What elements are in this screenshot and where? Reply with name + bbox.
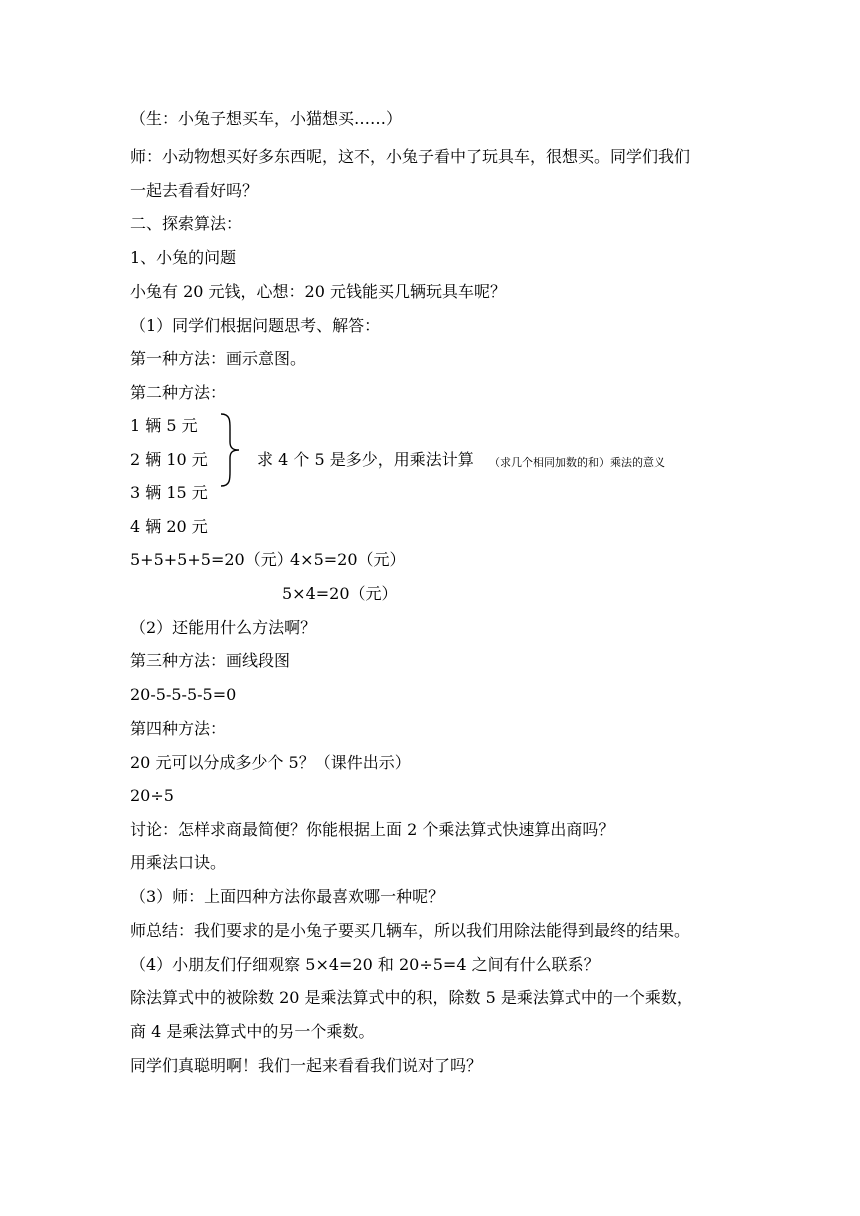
text-line: 第一种方法：画示意图。 (130, 349, 307, 368)
text-line: （生：小兔子想买车，小猫想买……） (130, 109, 403, 128)
text-line: 第三种方法：画线段图 (130, 651, 291, 670)
brace-explanation: 求 4 个 5 是多少，用乘法计算 (257, 450, 474, 469)
price-line: 3 辆 15 元 (130, 483, 208, 502)
text-line: 第二种方法： (130, 383, 227, 402)
brace-note: （求几个相同加数的和）乘法的意义 (489, 456, 665, 469)
text-line: 小兔有 20 元钱，心想：20 元钱能买几辆玩具车呢？ (130, 282, 506, 301)
price-line: 2 辆 10 元 (130, 450, 208, 469)
text-line: （2）还能用什么方法啊？ (130, 618, 317, 637)
price-line: 1 辆 5 元 (130, 416, 198, 435)
text-line: 20 元可以分成多少个 5？（课件出示） (130, 753, 411, 772)
equation: 20-5-5-5-5=0 (130, 685, 237, 704)
text-line: 一起去看看好吗？ (130, 181, 259, 200)
text-line: （3）师：上面四种方法你最喜欢哪一种呢？ (130, 887, 445, 906)
text-line: 商 4 是乘法算式中的另一个乘数。 (130, 1022, 375, 1041)
equation: 5+5+5+5=20（元） (130, 550, 293, 569)
text-line: 同学们真聪明啊！我们一起来看看我们说对了吗？ (130, 1056, 483, 1075)
text-line: 除法算式中的被除数 20 是乘法算式中的积，除数 5 是乘法算式中的一个乘数， (130, 988, 693, 1007)
section-heading: 二、探索算法： (130, 214, 243, 233)
curly-brace-icon (218, 412, 242, 488)
subsection-heading: 1、小兔的问题 (130, 248, 237, 267)
text-line: 师：小动物想买好多东西呢，这不，小兔子看中了玩具车，很想买。同学们我们 (130, 147, 691, 166)
text-line: 第四种方法： (130, 719, 227, 738)
price-line: 4 辆 20 元 (130, 517, 208, 536)
equation: 20÷5 (130, 786, 174, 805)
text-line: （4）小朋友们仔细观察 5×4=20 和 20÷5=4 之间有什么联系？ (130, 955, 600, 974)
equation: 5×4=20（元） (282, 584, 398, 603)
text-line: 讨论：怎样求商最简便？你能根据上面 2 个乘法算式快速算出商吗？ (130, 820, 615, 839)
text-line: （1）同学们根据问题思考、解答： (130, 316, 381, 335)
text-line: 师总结：我们要求的是小兔子要买几辆车，所以我们用除法能得到最终的结果。 (130, 921, 691, 940)
text-line: 用乘法口诀。 (130, 853, 227, 872)
equation: 4×5=20（元） (290, 550, 406, 569)
